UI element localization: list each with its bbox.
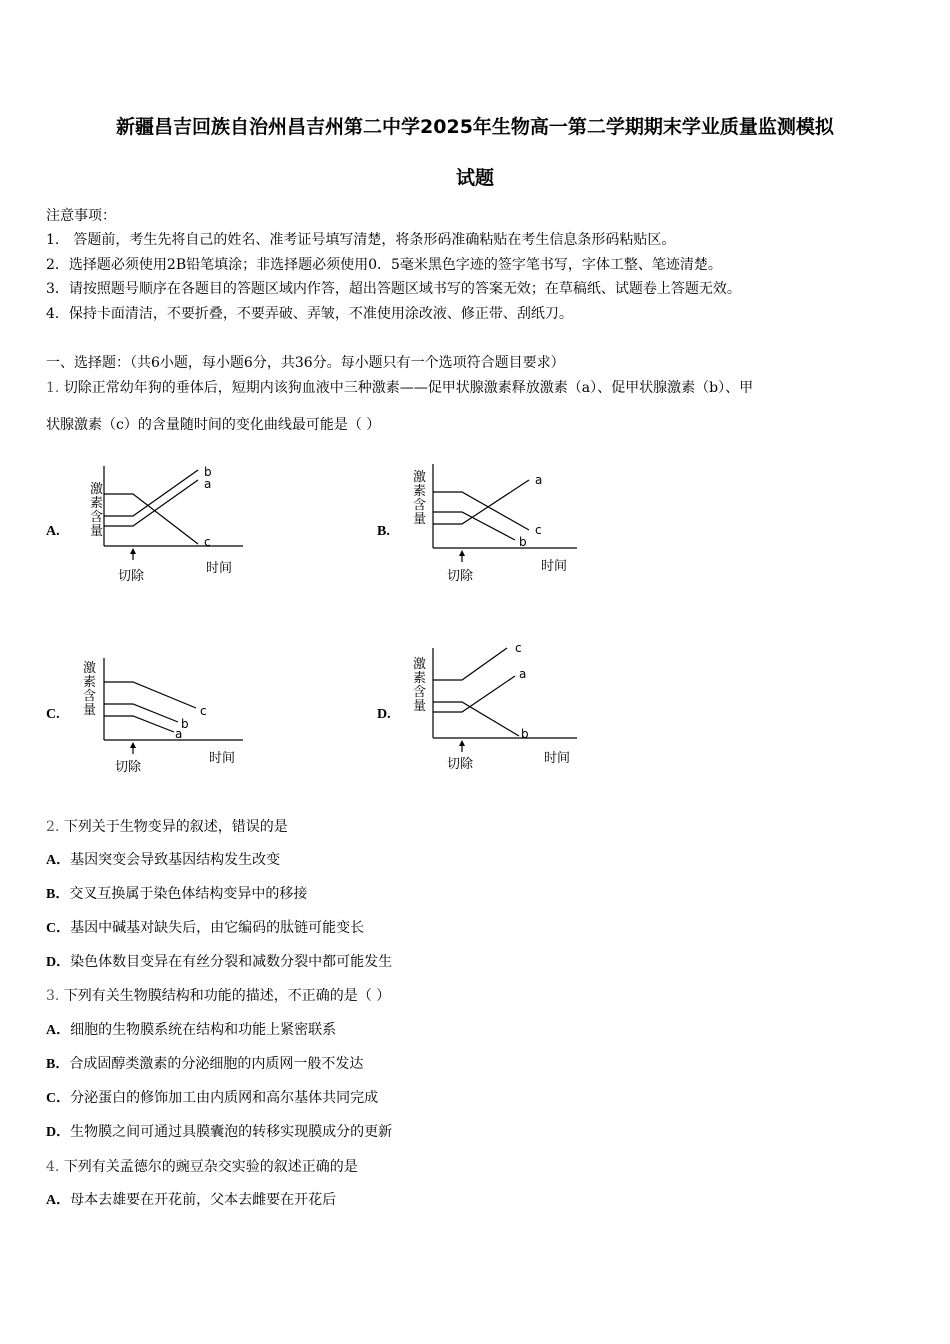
svg-text:量: 量 — [413, 512, 427, 527]
option-label: B． — [46, 1057, 70, 1072]
question-stem-text: 下列有关孟德尔的豌豆杂交实验的叙述正确的是 — [63, 1159, 358, 1175]
question-3-option-d — [46, 1121, 392, 1141]
y-axis-label — [90, 482, 103, 539]
svg-text:量: 量 — [413, 699, 427, 714]
question-3-option-b — [46, 1053, 363, 1073]
y-axis-label — [413, 657, 426, 714]
question-2-option-b — [46, 883, 307, 903]
option-d-label: D. — [377, 707, 391, 722]
question-1-stem-line2: 状腺激素（c）的含量随时间的变化曲线最可能是（ ） — [46, 417, 381, 433]
option-label: B． — [46, 887, 70, 902]
x-axis-label: 时间 — [541, 559, 568, 574]
option-text: 染色体数目变异在有丝分裂和减数分裂中都可能发生 — [70, 954, 393, 970]
question-2-option-c — [46, 917, 364, 937]
svg-text:激: 激 — [90, 482, 104, 497]
curve-label-3: b — [519, 535, 527, 549]
question-3-option-c — [46, 1087, 378, 1107]
svg-text:含: 含 — [413, 498, 427, 513]
option-text: 母本去雄要在开花前，父本去雌要在开花后 — [70, 1192, 337, 1208]
option-text: 基因突变会导致基因结构发生改变 — [70, 852, 281, 868]
option-b-label: B. — [377, 524, 390, 539]
arrow-head-icon — [459, 550, 465, 556]
arrow-head-icon — [459, 740, 465, 746]
option-label: A． — [46, 1023, 71, 1038]
notice-item-3: 3．请按照题号顺序在各题目的答题区域内作答，超出答题区域书写的答案无效；在草稿纸、试题卷上答题无效。 — [46, 281, 741, 297]
question-3-stem — [46, 985, 390, 1005]
option-text: 基因中碱基对缺失后，由它编码的肽链可能变长 — [70, 920, 365, 936]
option-label: D． — [46, 1125, 71, 1140]
option-label: C． — [46, 921, 71, 936]
svg-text:激: 激 — [83, 661, 97, 676]
y-axis-label — [83, 661, 96, 718]
option-text: 细胞的生物膜系统在结构和功能上紧密联系 — [70, 1022, 337, 1038]
svg-text:素: 素 — [413, 484, 427, 499]
curve-label-3: c — [204, 535, 211, 549]
option-c-label: C. — [46, 707, 60, 722]
x-axis-label: 时间 — [209, 751, 236, 766]
question-number: 1. — [46, 380, 60, 396]
x-axis-label: 时间 — [544, 751, 571, 766]
question-2-stem — [46, 816, 288, 836]
curve-label-3: a — [175, 727, 183, 741]
option-label: C． — [46, 1091, 71, 1106]
question-4-option-a — [46, 1189, 336, 1209]
cut-label: 切除 — [447, 569, 474, 584]
curve-label-1: b — [204, 465, 212, 479]
notice-heading: 注意事项： — [46, 208, 116, 224]
question-number: 2. — [46, 819, 60, 835]
question-2-option-a — [46, 849, 280, 869]
cut-label: 切除 — [115, 760, 142, 775]
svg-text:含: 含 — [90, 510, 104, 525]
curve-3 — [104, 494, 198, 544]
option-text: 合成固醇类激素的分泌细胞的内质网一般不发达 — [69, 1056, 364, 1072]
svg-text:含: 含 — [413, 685, 427, 700]
curve-1 — [104, 470, 198, 516]
notice-item-1: 1. 答题前，考生先将自己的姓名、准考证号填写清楚，将条形码准确粘贴在考生信息条形码粘贴区。 — [46, 232, 676, 248]
option-text: 分泌蛋白的修饰加工由内质网和高尔基体共同完成 — [70, 1090, 379, 1106]
chart-b — [407, 458, 582, 592]
svg-text:素: 素 — [83, 675, 97, 690]
svg-text:激: 激 — [413, 657, 427, 672]
y-axis-label — [413, 470, 426, 527]
question-number: 4. — [46, 1159, 60, 1175]
arrow-head-icon — [130, 548, 136, 554]
svg-text:素: 素 — [413, 671, 427, 686]
curve-2 — [433, 676, 515, 712]
question-1-stem-line1: 切除正常幼年狗的垂体后，短期内该狗血液中三种激素——促甲状腺激素释放激素（a）、促甲状腺激素（b）、甲 — [63, 380, 754, 396]
cut-label: 切除 — [447, 757, 474, 772]
cut-label: 切除 — [118, 569, 145, 584]
curve-3 — [433, 702, 519, 736]
curve-3 — [104, 716, 174, 732]
curve-label-3: b — [521, 727, 529, 741]
question-stem-text: 下列有关生物膜结构和功能的描述，不正确的是（ ） — [63, 988, 391, 1004]
section-heading: 一、选择题：（共6小题，每小题6分，共36分。每小题只有一个选项符合题目要求） — [46, 355, 565, 371]
svg-text:含: 含 — [83, 689, 97, 704]
chart-a — [78, 460, 248, 594]
notice-item-2: 2．选择题必须使用2B铅笔填涂；非选择题必须使用0．5毫米黑色字迹的签字笔书写，字体工整、笔迹清楚。 — [46, 257, 722, 273]
option-text: 生物膜之间可通过具膜囊泡的转移实现膜成分的更新 — [70, 1124, 393, 1140]
arrow-head-icon — [130, 742, 136, 748]
svg-text:量: 量 — [90, 524, 104, 539]
page-title-line1: 新疆昌吉回族自治州昌吉州第二中学2025年生物高一第二学期期末学业质量监测模拟 — [116, 116, 834, 138]
curve-label-2: c — [535, 523, 542, 537]
question-2-option-d — [46, 951, 392, 971]
question-1-stem — [46, 377, 753, 397]
curve-label-2: a — [204, 477, 212, 491]
notice-item-4: 4．保持卡面清洁，不要折叠，不要弄破、弄皱，不准使用涂改液、修正带、刮纸刀。 — [46, 306, 573, 322]
curve-label-2: a — [519, 667, 527, 681]
option-text: 交叉互换属于染色体结构变异中的移接 — [69, 886, 308, 902]
question-stem-text: 下列关于生物变异的叙述，错误的是 — [63, 819, 288, 835]
svg-text:激: 激 — [413, 470, 427, 485]
curve-1 — [433, 648, 507, 680]
x-axis-label: 时间 — [206, 561, 233, 576]
curve-label-1: a — [535, 473, 543, 487]
option-label: A． — [46, 1193, 71, 1208]
question-4-stem — [46, 1156, 358, 1176]
option-label: A． — [46, 853, 71, 868]
question-number: 3. — [46, 988, 60, 1004]
chart-d — [407, 640, 582, 779]
curve-label-1: c — [515, 641, 522, 655]
svg-text:量: 量 — [83, 703, 97, 718]
curve-label-1: c — [200, 704, 207, 718]
option-label: D． — [46, 955, 71, 970]
svg-text:素: 素 — [90, 496, 104, 511]
chart-c — [78, 652, 248, 786]
question-3-option-a — [46, 1019, 336, 1039]
curve-1 — [433, 480, 529, 524]
curve-label-2: b — [181, 717, 189, 731]
option-a-label: A. — [46, 524, 60, 539]
page-title-line2: 试题 — [455, 167, 494, 189]
